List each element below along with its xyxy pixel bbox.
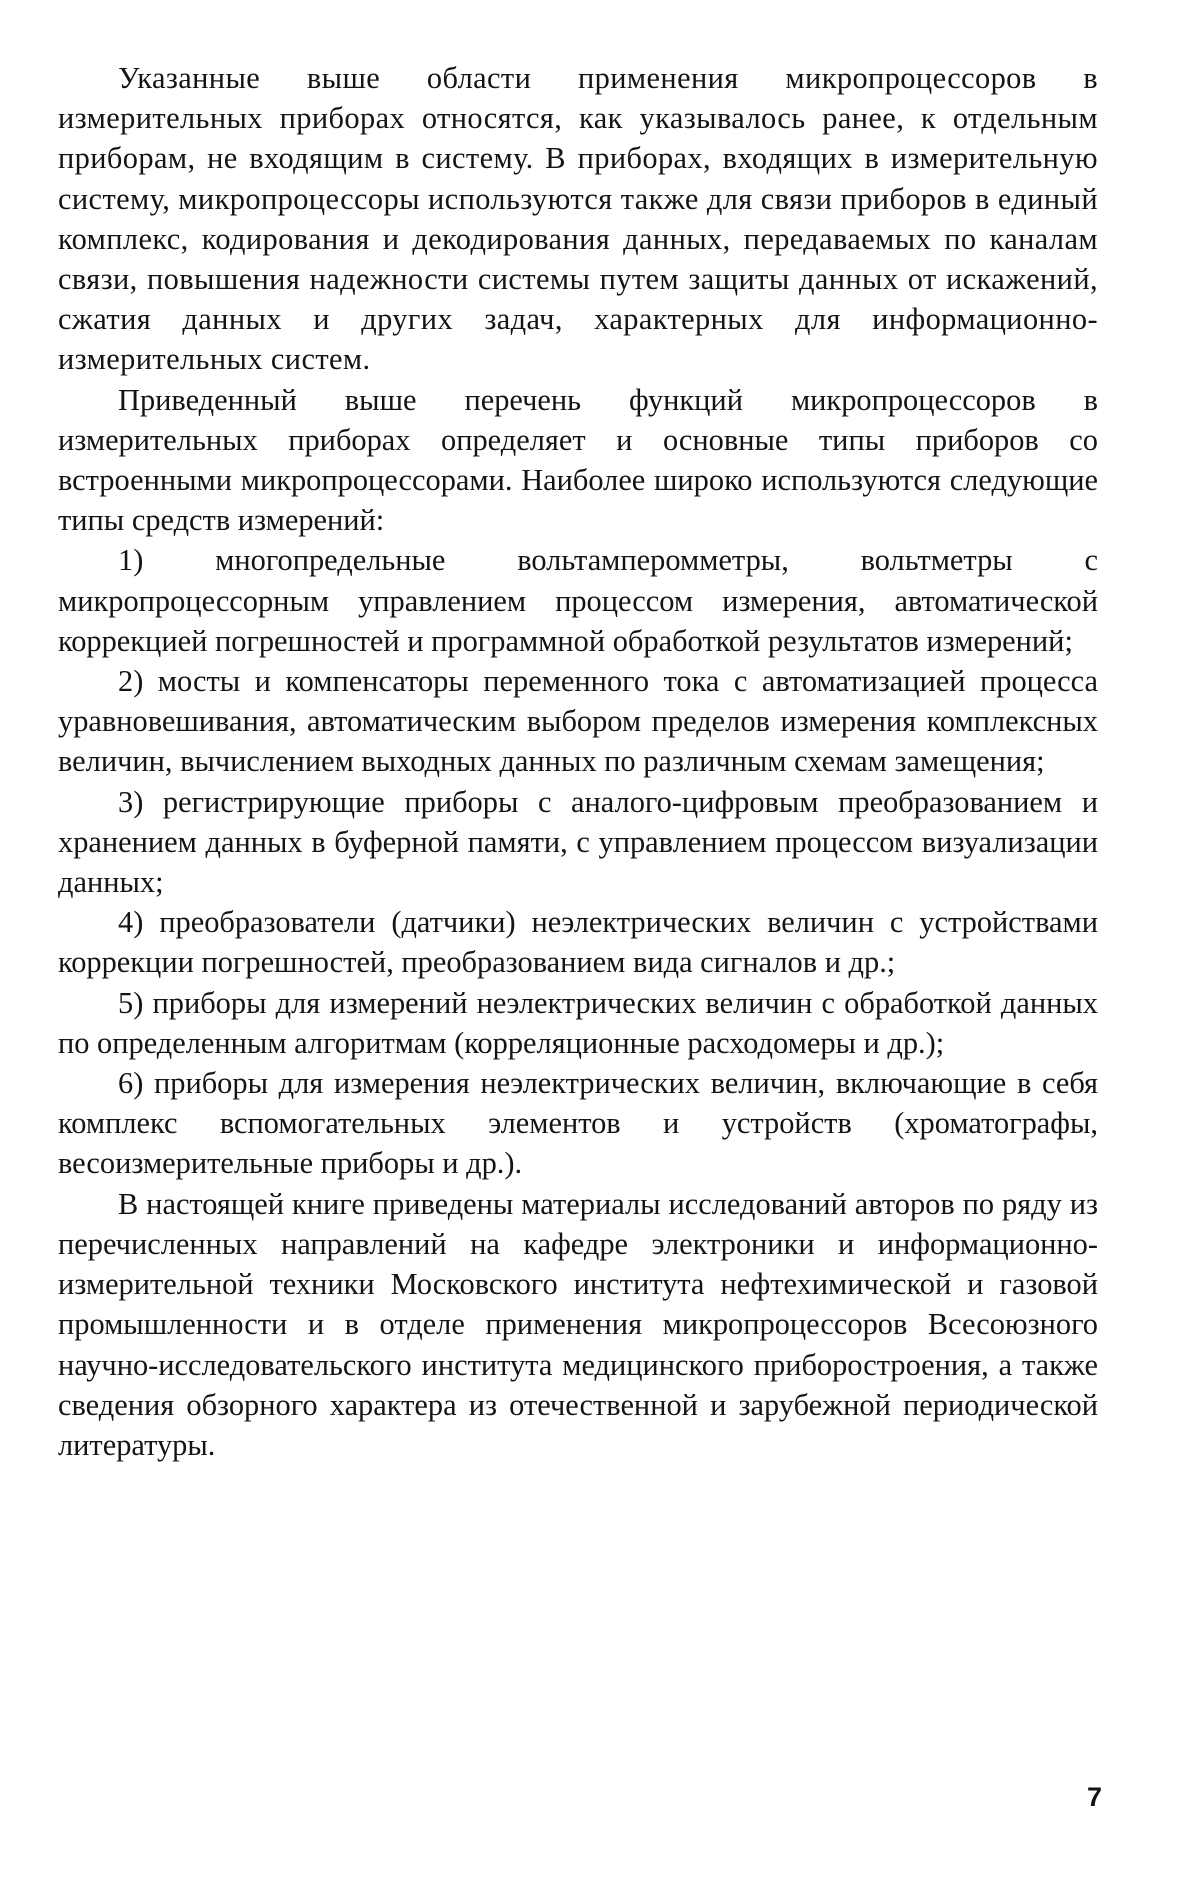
page-body <box>58 58 1098 1465</box>
list-item-5: 5) приборы для измерений неэлектрических величин с обработкой данных по определенным алгоритмам (корреляционные расходомеры и др.); <box>58 985 1098 1060</box>
list-item-6: 6) приборы для измерения неэлектрических величин, включающие в себя комплекс вспомогательных элементов и устройств (хроматографы, весоизмерительные приборы и др.). <box>58 1066 1098 1181</box>
list-item-1: 1) многопредельные вольтамперомметры, вольтметры с микропроцессорным управлением процессом измерения, автоматической коррекцией погрешностей и программной обработкой результатов измерений; <box>58 543 1098 658</box>
page-number: 7 <box>1086 1782 1102 1812</box>
list-item-2: 2) мосты и компенсаторы переменного тока с автоматизацией процесса уравновешивания, автоматическим выбором пределов измерения комплексных величин, вычислением выходных данных по различным схемам замещения; <box>58 664 1098 779</box>
paragraph-intro: Указанные выше области применения микропроцессоров в измерительных приборах относятся, как указывалось ранее, к отдельным приборам, не входящим в систему. В приборах, входящих в измерительную систему, микропроцессоры используются также для связи приборов в единый комплекс, кодирования и декодирования данных, передаваемых по каналам связи, повышения надежности системы путем защиты данных от искажений, сжатия данных и других задач, характерных для информационно-измерительных систем. <box>58 61 1098 377</box>
paragraph-conclusion: В настоящей книге приведены материалы исследований авторов по ряду из перечисленных направлений на кафедре электроники и информационно-измерительной техники Московского института нефтехимической и газовой промышленности и в отделе применения микропроцессоров Всесоюзного научно-исследовательского института медицинского приборостроения, а также сведения обзорного характера из отечественной и зарубежной периодической литературы. <box>58 1186 1098 1462</box>
list-item-4: 4) преобразователи (датчики) неэлектрических величин с устройствами коррекции погрешностей, преобразованием вида сигналов и др.; <box>58 905 1098 980</box>
paragraph-types-overview: Приведенный выше перечень функций микропроцессоров в измерительных приборах определяет и основные типы приборов со встроенными микропроцессорами. Наиболее широко используются следующие типы средств измерений: <box>58 382 1098 538</box>
list-item-3: 3) регистрирующие приборы с аналого-цифровым преобразованием и хранением данных в буферной памяти, с управлением процессом визуализации данных; <box>58 784 1098 900</box>
